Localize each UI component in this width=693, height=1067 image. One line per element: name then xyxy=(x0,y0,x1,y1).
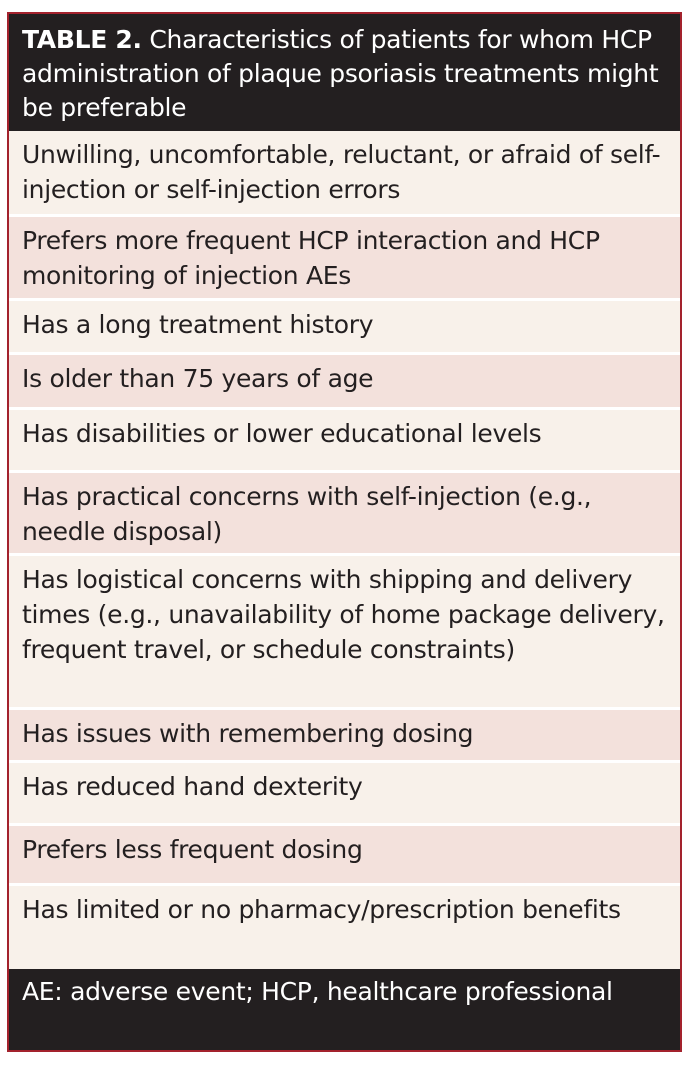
table-row: Prefers less frequent dosing xyxy=(9,823,680,883)
table-row: Has reduced hand dexterity xyxy=(9,760,680,823)
table-frame xyxy=(7,12,682,1052)
table-row: Has logistical concerns with shipping and delivery times (e.g., unavailability of home package delivery, frequent travel, or schedule constraints) xyxy=(9,553,680,707)
table-row: Has limited or no pharmacy/prescription benefits xyxy=(9,883,680,969)
table-row: Has practical concerns with self-injection (e.g., needle disposal) xyxy=(9,470,680,553)
table-footnote: AE: adverse event; HCP, healthcare professional xyxy=(9,969,680,1050)
table-row: Has issues with remembering dosing xyxy=(9,707,680,760)
table-row: Has disabilities or lower educational levels xyxy=(9,407,680,470)
table-body xyxy=(9,131,680,969)
table-row: Has a long treatment history xyxy=(9,298,680,352)
table-title: Characteristics of patients for whom HCP administration of plaque psoriasis treatments might be preferable xyxy=(22,25,659,122)
table-row: Is older than 75 years of age xyxy=(9,352,680,407)
table-header xyxy=(9,14,680,131)
table-label: TABLE 2. xyxy=(22,25,142,54)
table-row: Unwilling, uncomfortable, reluctant, or afraid of self-injection or self-injection errors xyxy=(9,131,680,214)
table-row: Prefers more frequent HCP interaction and HCP monitoring of injection AEs xyxy=(9,214,680,298)
